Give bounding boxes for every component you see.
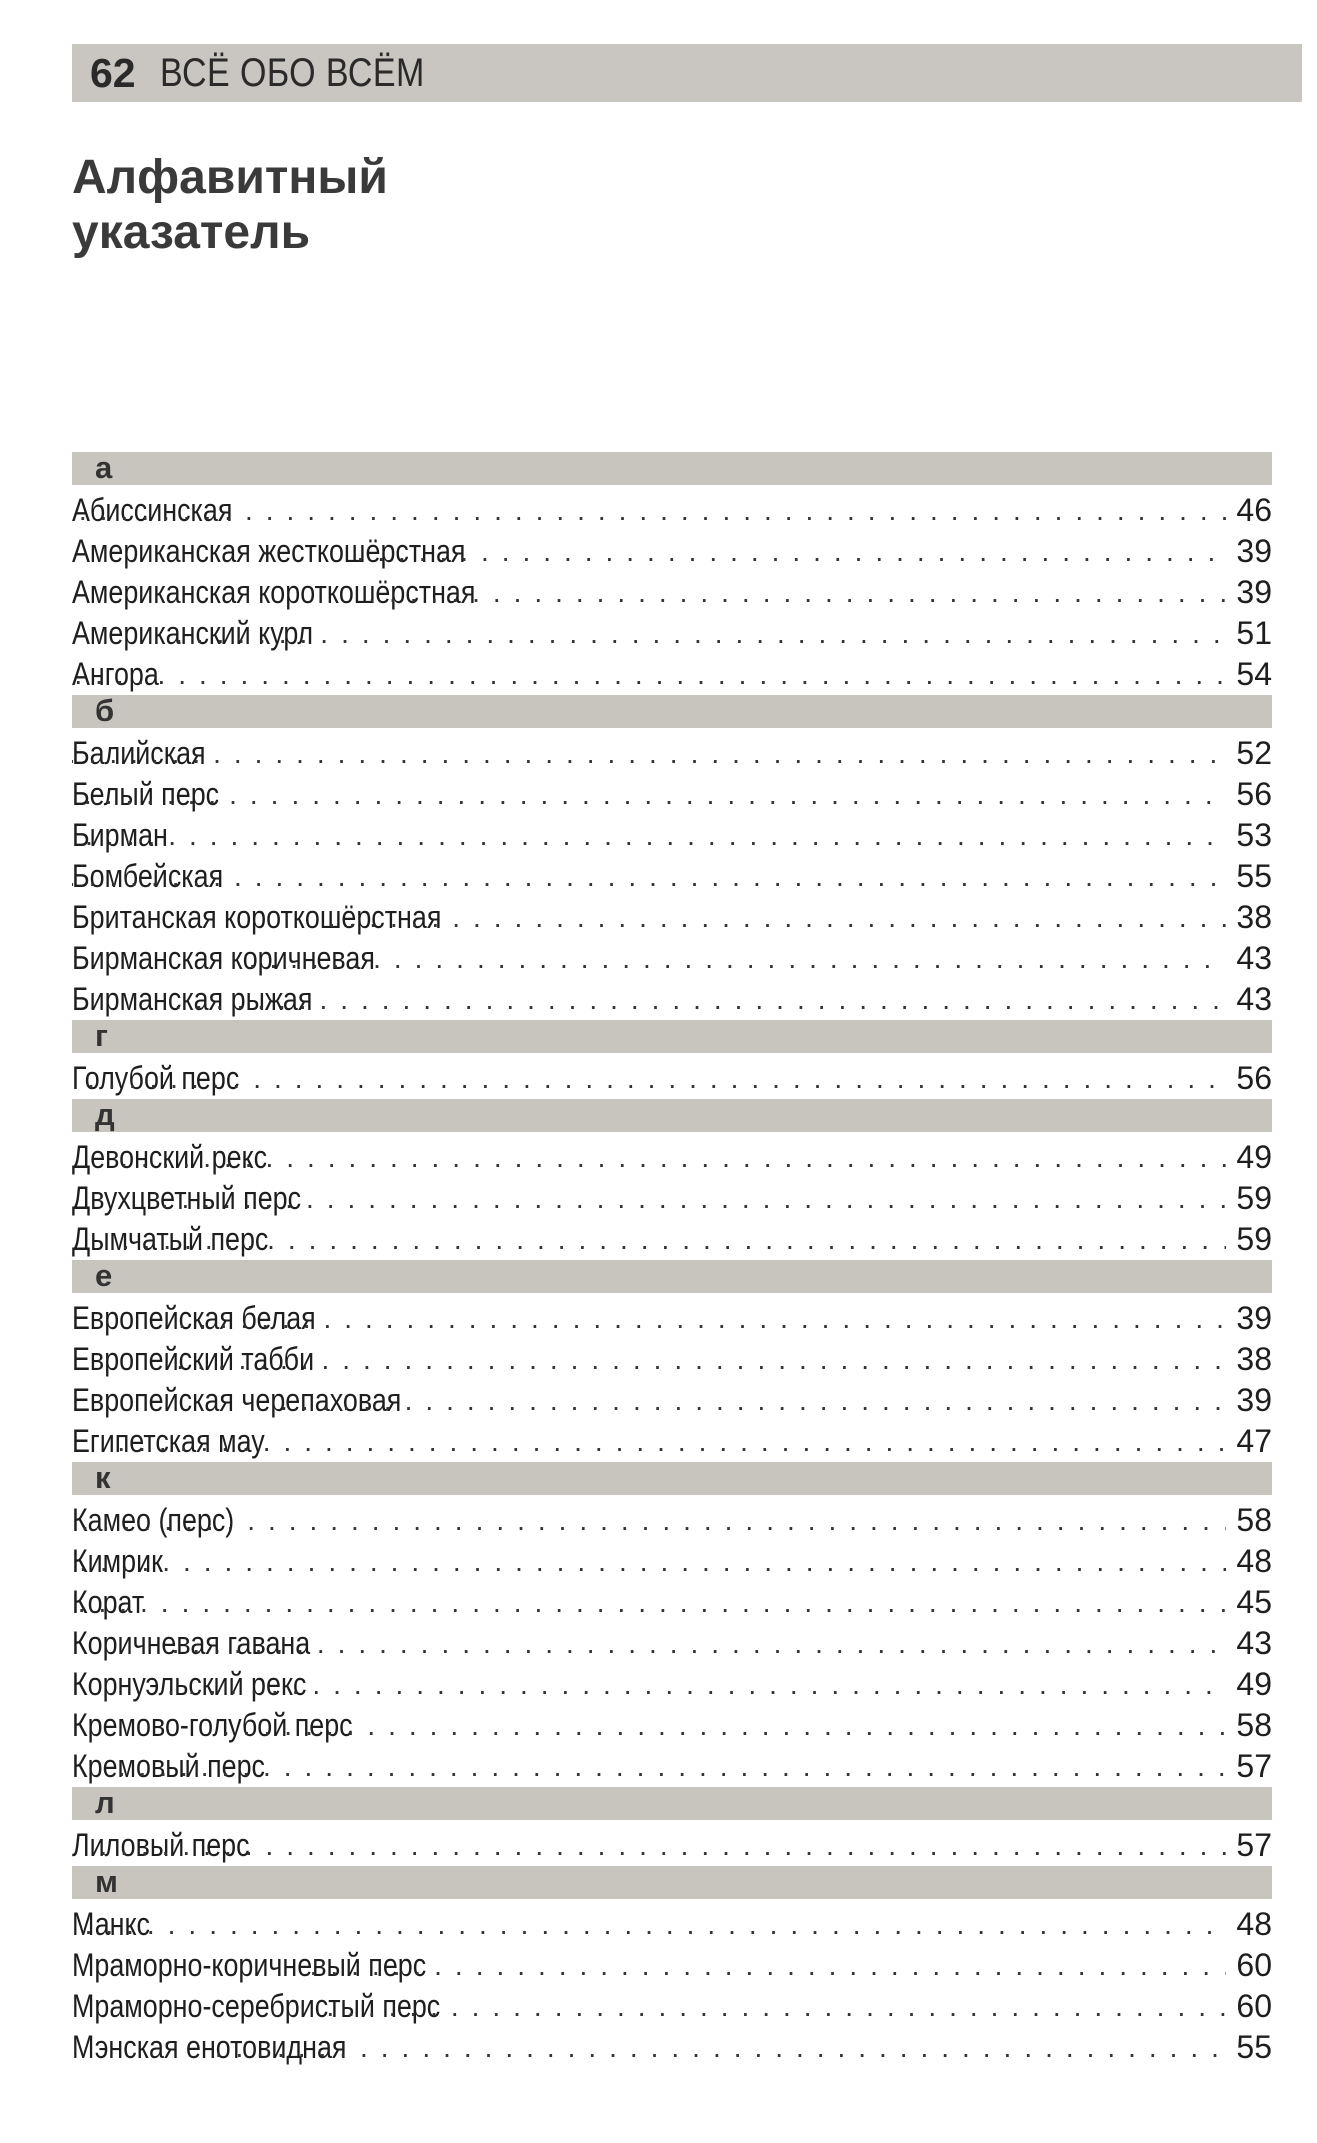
index-entry xyxy=(72,2027,1272,2068)
entry-name: Лиловый перс xyxy=(72,1827,250,1863)
entry-page-number: 39 xyxy=(1236,1300,1272,1336)
dot-leader xyxy=(72,1541,1226,1582)
entry-name: Мэнская енотовидная xyxy=(72,2029,347,2065)
section-letter: б xyxy=(95,693,115,728)
entry-name: Бирманская рыжая xyxy=(72,981,313,1017)
dot-leader xyxy=(249,938,1226,979)
entry-name: Абиссинская xyxy=(72,492,233,528)
dot-leader xyxy=(72,1582,1226,1623)
index-entry xyxy=(72,1986,1272,2027)
entry-name: Бирман xyxy=(72,817,168,853)
index-entry xyxy=(72,1623,1272,1664)
index-entry xyxy=(72,1339,1272,1380)
entry-page-number: 39 xyxy=(1236,1382,1272,1418)
entry-page-number: 60 xyxy=(1236,1988,1272,2024)
dot-leader xyxy=(81,1500,1226,1541)
index-entry xyxy=(72,1825,1272,1866)
index-entry xyxy=(72,1582,1272,1623)
entry-page-number: 57 xyxy=(1236,1827,1272,1863)
index-entry xyxy=(72,613,1272,654)
entry-page-number: 49 xyxy=(1236,1139,1272,1175)
entry-name: Европейский табби xyxy=(72,1341,315,1377)
section-letter: м xyxy=(95,1864,118,1899)
page-title-line-1: Алфавитный xyxy=(72,151,388,204)
entry-page-number: 60 xyxy=(1236,1947,1272,1983)
index-entry xyxy=(72,815,1272,856)
index-entry xyxy=(72,1380,1272,1421)
entry-page-number: 48 xyxy=(1236,1543,1272,1579)
section-header xyxy=(72,1787,1272,1820)
index-entry xyxy=(72,1746,1272,1787)
running-title: ВСЁ ОБО ВСЁМ xyxy=(159,50,425,95)
section-header xyxy=(72,695,1272,728)
entry-name: Дымчатый перс xyxy=(72,1221,269,1257)
dot-leader xyxy=(72,654,1226,695)
alphabetical-index xyxy=(72,452,1272,2068)
index-entry xyxy=(72,1219,1272,1260)
dot-leader xyxy=(174,979,1226,1020)
entry-name: Камео (перс) xyxy=(72,1502,235,1538)
dot-leader xyxy=(215,2027,1226,2068)
dot-leader xyxy=(72,733,1226,774)
entry-page-number: 47 xyxy=(1236,1423,1272,1459)
section-letter: к xyxy=(95,1460,111,1495)
index-entry xyxy=(72,897,1272,938)
entry-page-number: 48 xyxy=(1236,1906,1272,1942)
index-entry xyxy=(72,490,1272,531)
dot-leader xyxy=(368,572,1226,613)
entry-name: Американская жесткошёрстная xyxy=(72,533,466,569)
dot-leader xyxy=(120,1137,1226,1178)
entry-page-number: 56 xyxy=(1236,776,1272,812)
entry-page-number: 58 xyxy=(1236,1707,1272,1743)
index-entry xyxy=(72,1664,1272,1705)
entry-name: Мраморно-серебристый перс xyxy=(72,1988,441,2024)
dot-leader xyxy=(167,1664,1226,1705)
dot-leader xyxy=(328,897,1226,938)
dot-leader xyxy=(178,1298,1226,1339)
entry-name: Европейская черепаховая xyxy=(72,1382,402,1418)
entry-page-number: 55 xyxy=(1236,858,1272,894)
entry-name: Американский курл xyxy=(72,615,314,651)
dot-leader xyxy=(280,1380,1226,1421)
entry-page-number: 43 xyxy=(1236,940,1272,976)
dot-leader xyxy=(117,1421,1226,1462)
section-header xyxy=(72,452,1272,485)
entry-name: Девонский рекс xyxy=(72,1139,268,1175)
dot-leader xyxy=(87,1058,1226,1099)
section-header xyxy=(72,1260,1272,1293)
index-entry xyxy=(72,733,1272,774)
entry-page-number: 38 xyxy=(1236,1341,1272,1377)
section-header xyxy=(72,1099,1272,1132)
entry-name: Кремово-голубой перс xyxy=(72,1707,353,1743)
entry-page-number: 59 xyxy=(1236,1221,1272,1257)
entry-name: Бирманская коричневая xyxy=(72,940,375,976)
index-entry xyxy=(72,938,1272,979)
entry-page-number: 39 xyxy=(1236,574,1272,610)
entry-page-number: 43 xyxy=(1236,981,1272,1017)
entry-page-number: 59 xyxy=(1236,1180,1272,1216)
dot-leader xyxy=(72,774,1226,815)
index-entry xyxy=(72,856,1272,897)
entry-name: Бомбейская xyxy=(72,858,224,894)
index-entry xyxy=(72,1904,1272,1945)
section-letter: д xyxy=(95,1097,115,1132)
entry-page-number: 39 xyxy=(1236,533,1272,569)
dot-leader xyxy=(122,1219,1226,1260)
index-entry xyxy=(72,654,1272,695)
entry-page-number: 51 xyxy=(1236,615,1272,651)
entry-page-number: 43 xyxy=(1236,1625,1272,1661)
dot-leader xyxy=(118,1746,1226,1787)
entry-page-number: 58 xyxy=(1236,1502,1272,1538)
entry-page-number: 54 xyxy=(1236,656,1272,692)
page-number: 62 xyxy=(90,49,136,96)
index-entry xyxy=(72,1541,1272,1582)
entry-name: Европейская белая xyxy=(72,1300,316,1336)
index-entry xyxy=(72,1705,1272,1746)
section-header xyxy=(72,1020,1272,1053)
entry-name: Корат xyxy=(72,1584,145,1620)
section-letter: а xyxy=(95,450,113,485)
dot-leader xyxy=(356,531,1226,572)
entry-name: Коричневая гавана xyxy=(72,1625,311,1661)
section-header xyxy=(72,1462,1272,1495)
page-title xyxy=(72,150,672,260)
entry-page-number: 57 xyxy=(1236,1748,1272,1784)
index-entry xyxy=(72,1298,1272,1339)
dot-leader xyxy=(161,1178,1226,1219)
dot-leader xyxy=(72,856,1226,897)
entry-name: Манкс xyxy=(72,1906,150,1942)
section-letter: г xyxy=(95,1018,108,1053)
dot-leader xyxy=(175,613,1226,654)
index-entry xyxy=(72,1137,1272,1178)
dot-leader xyxy=(99,1825,1226,1866)
entry-name: Двухцветный перс xyxy=(72,1180,302,1216)
entry-name: Мраморно-коричневый перс xyxy=(72,1947,427,1983)
index-entry xyxy=(72,1178,1272,1219)
index-entry xyxy=(72,572,1272,613)
index-entry xyxy=(72,1058,1272,1099)
entry-page-number: 56 xyxy=(1236,1060,1272,1096)
entry-name: Корнуэльский рекс xyxy=(72,1666,307,1702)
entry-page-number: 49 xyxy=(1236,1666,1272,1702)
dot-leader xyxy=(222,1705,1226,1746)
entry-name: Белый перс xyxy=(72,776,220,812)
entry-name: Кимрик xyxy=(72,1543,163,1579)
entry-name: Ангора xyxy=(72,656,159,692)
index-entry xyxy=(72,1500,1272,1541)
entry-page-number: 45 xyxy=(1236,1584,1272,1620)
dot-leader xyxy=(176,1339,1226,1380)
entry-name: Кремовый перс xyxy=(72,1748,265,1784)
entry-page-number: 38 xyxy=(1236,899,1272,935)
dot-leader xyxy=(326,1986,1226,2027)
dot-leader xyxy=(72,815,1226,856)
section-letter: е xyxy=(95,1258,113,1293)
dot-leader xyxy=(72,1904,1226,1945)
entry-name: Британская короткошёрстная xyxy=(72,899,442,935)
entry-page-number: 53 xyxy=(1236,817,1272,853)
dot-leader xyxy=(310,1945,1226,1986)
entry-name: Голубой перс xyxy=(72,1060,240,1096)
section-letter: л xyxy=(95,1785,115,1820)
index-entry xyxy=(72,1421,1272,1462)
dot-leader xyxy=(172,1623,1226,1664)
index-entry xyxy=(72,979,1272,1020)
section-header xyxy=(72,1866,1272,1899)
entry-page-number: 46 xyxy=(1236,492,1272,528)
entry-page-number: 55 xyxy=(1236,2029,1272,2065)
index-entry xyxy=(72,774,1272,815)
page-header xyxy=(72,44,1302,102)
dot-leader xyxy=(79,490,1226,531)
page-title-line-2: указатель xyxy=(72,206,311,259)
entry-name: Египетская мау xyxy=(72,1423,265,1459)
entry-name: Балийская xyxy=(72,735,206,771)
index-entry xyxy=(72,1945,1272,1986)
entry-page-number: 52 xyxy=(1236,735,1272,771)
entry-name: Американская короткошёрстная xyxy=(72,574,476,610)
index-entry xyxy=(72,531,1272,572)
